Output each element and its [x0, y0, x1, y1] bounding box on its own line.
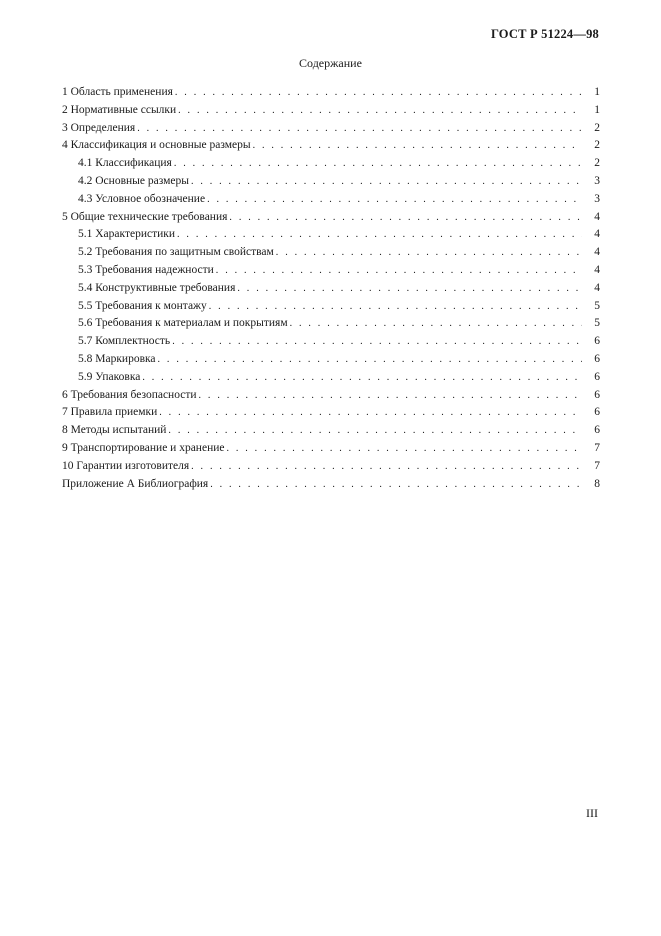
- toc-dot-leader: [168, 425, 582, 436]
- toc-entry-page: 1: [594, 103, 600, 116]
- toc-dot-leader: [209, 301, 582, 312]
- toc-dot-leader: [237, 283, 582, 294]
- toc-entry-page: 5: [594, 299, 600, 312]
- toc-dot-leader: [191, 176, 582, 187]
- toc-entry-page: 7: [594, 459, 600, 472]
- table-of-contents: [62, 86, 600, 495]
- toc-dot-leader: [276, 247, 582, 258]
- toc-entry[interactable]: [62, 246, 600, 264]
- toc-dot-leader: [159, 407, 582, 418]
- toc-entry-label: 5.2 Требования по защитным свойствам: [78, 246, 274, 259]
- toc-entry[interactable]: [62, 460, 600, 478]
- toc-entry-label: 9 Транспортирование и хранение: [62, 441, 225, 454]
- toc-entry-page: 4: [594, 263, 600, 276]
- toc-dot-leader: [174, 158, 582, 169]
- toc-entry[interactable]: [62, 264, 600, 282]
- toc-entry-page: 2: [594, 139, 600, 152]
- toc-entry-page: 7: [594, 441, 600, 454]
- toc-dot-leader: [172, 336, 582, 347]
- toc-dot-leader: [158, 354, 582, 365]
- toc-dot-leader: [210, 479, 582, 490]
- toc-entry-label: 5.8 Маркировка: [78, 352, 156, 365]
- toc-dot-leader: [229, 212, 582, 223]
- toc-entry-page: 4: [594, 246, 600, 259]
- toc-dot-leader: [290, 318, 582, 329]
- toc-entry-label: 4 Классификация и основные размеры: [62, 139, 251, 152]
- toc-dot-leader: [199, 390, 582, 401]
- toc-dot-leader: [207, 194, 582, 205]
- toc-entry[interactable]: [62, 389, 600, 407]
- toc-entry-label: 5 Общие технические требования: [62, 210, 228, 223]
- standard-number: ГОСТ Р 51224—98: [490, 27, 599, 41]
- toc-entry-label: 8 Методы испытаний: [62, 424, 167, 437]
- toc-entry-label: 1 Область применения: [62, 86, 173, 98]
- toc-entry-page: 3: [594, 192, 600, 205]
- toc-entry-label: 4.1 Классификация: [78, 157, 172, 170]
- toc-dot-leader: [253, 140, 582, 151]
- toc-entry-label: 5.9 Упаковка: [78, 370, 141, 383]
- toc-entry-page: 3: [594, 174, 600, 187]
- toc-entry[interactable]: [62, 86, 600, 104]
- toc-entry-label: Приложение А Библиография: [62, 477, 209, 490]
- toc-entry-label: 5.4 Конструктивные требования: [78, 281, 236, 294]
- toc-entry[interactable]: [62, 157, 600, 175]
- toc-entry-label: 10 Гарантии изготовителя: [62, 459, 190, 472]
- toc-entry-page: 5: [594, 317, 600, 330]
- toc-entry-page: 6: [594, 388, 600, 401]
- toc-entry-label: 4.2 Основные размеры: [78, 174, 189, 187]
- toc-entry[interactable]: [62, 335, 600, 353]
- toc-entry-page: 6: [594, 406, 600, 419]
- toc-dot-leader: [191, 461, 582, 472]
- toc-entry-page: 6: [594, 370, 600, 383]
- toc-entry[interactable]: [62, 175, 600, 193]
- toc-entry-label: 5.7 Комплектность: [78, 335, 171, 348]
- toc-entry-page: 4: [594, 210, 600, 223]
- toc-entry-label: 6 Требования безопасности: [62, 388, 197, 401]
- page-number: III: [586, 806, 598, 820]
- toc-entry-page: 6: [594, 335, 600, 348]
- toc-dot-leader: [137, 123, 582, 134]
- toc-entry[interactable]: [62, 478, 600, 496]
- toc-entry[interactable]: [62, 104, 600, 122]
- toc-entry-label: 5.6 Требования к материалам и покрытиям: [78, 317, 288, 330]
- toc-entry[interactable]: [62, 139, 600, 157]
- toc-entry-page: 4: [594, 281, 600, 294]
- toc-entry[interactable]: [62, 317, 600, 335]
- toc-dot-leader: [142, 372, 582, 383]
- toc-entry[interactable]: [62, 228, 600, 246]
- toc-entry-label: 5.3 Требования надежности: [78, 263, 214, 276]
- toc-entry-label: 5.1 Характеристики: [78, 228, 176, 241]
- toc-entry[interactable]: [62, 371, 600, 389]
- toc-entry-page: 1: [594, 86, 600, 98]
- toc-entry-page: 8: [594, 477, 600, 490]
- toc-dot-leader: [178, 105, 582, 116]
- toc-dot-leader: [226, 443, 582, 454]
- toc-entry-label: 3 Определения: [62, 121, 136, 134]
- toc-entry-page: 6: [594, 352, 600, 365]
- toc-entry-label: 5.5 Требования к монтажу: [78, 299, 207, 312]
- toc-entry-page: 2: [594, 121, 600, 134]
- toc-dot-leader: [216, 265, 582, 276]
- toc-entry[interactable]: [62, 300, 600, 318]
- toc-entry-label: 7 Правила приемки: [62, 406, 158, 419]
- toc-dot-leader: [177, 229, 582, 240]
- toc-entry[interactable]: [62, 122, 600, 140]
- toc-title: Содержание: [299, 56, 362, 70]
- toc-entry[interactable]: [62, 424, 600, 442]
- toc-entry-page: 6: [594, 424, 600, 437]
- toc-entry[interactable]: [62, 211, 600, 229]
- toc-entry-page: 2: [594, 157, 600, 170]
- toc-entry-label: 4.3 Условное обозначение: [78, 192, 206, 205]
- toc-entry[interactable]: [62, 406, 600, 424]
- toc-entry-page: 4: [594, 228, 600, 241]
- toc-entry[interactable]: [62, 353, 600, 371]
- toc-entry[interactable]: [62, 442, 600, 460]
- toc-entry[interactable]: [62, 193, 600, 211]
- toc-entry-label: 2 Нормативные ссылки: [62, 103, 177, 116]
- toc-entry[interactable]: [62, 282, 600, 300]
- toc-dot-leader: [175, 87, 582, 98]
